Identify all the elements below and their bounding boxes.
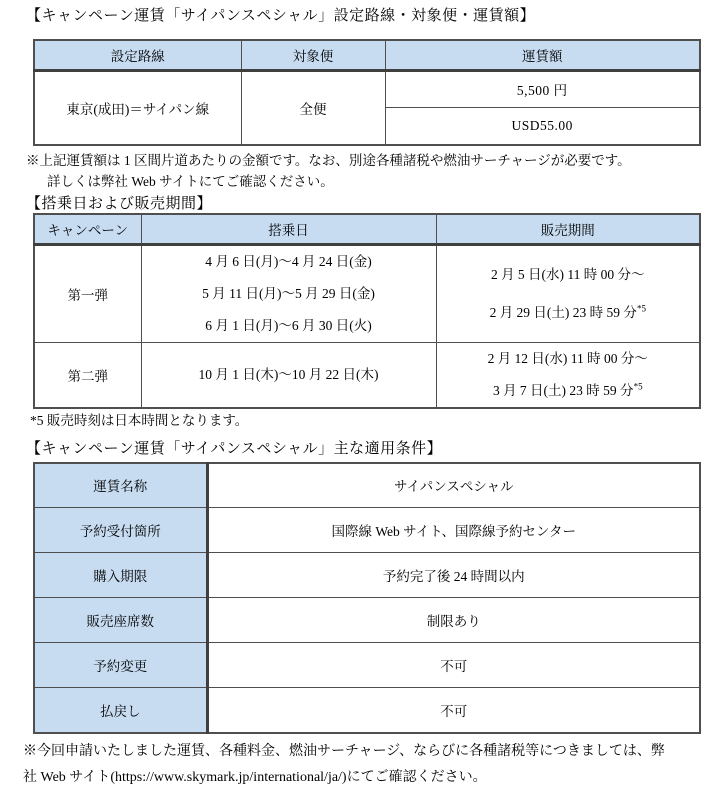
boarding-dates-1-cell bbox=[141, 244, 436, 342]
fare-header-route: 設定路線 bbox=[34, 40, 241, 70]
section3-title: 【キャンペーン運賃「サイパンスペシャル」主な適用条件】 bbox=[26, 440, 443, 457]
footer-note bbox=[23, 739, 706, 791]
boarding-date-line: 5 月 11 日(月)～5 月 29 日(金) bbox=[202, 285, 375, 301]
sale-period-line bbox=[437, 375, 700, 407]
fare-table bbox=[33, 39, 701, 146]
schedule-header-row bbox=[34, 214, 700, 244]
boarding-date-line: 10 月 1 日(木)～10 月 22 日(木) bbox=[198, 366, 379, 382]
fare-header-amount: 運賃額 bbox=[385, 40, 700, 70]
sale-period-text: 2 月 5 日(水) 11 時 00 分～ bbox=[490, 266, 645, 282]
campaign-1-cell: 第一弾 bbox=[34, 244, 141, 342]
boarding-date-line: 6 月 1 日(月)～6 月 30 日(火) bbox=[205, 317, 372, 333]
sale-period-text: 2 月 29 日(土) 23 時 59 分 bbox=[489, 304, 637, 320]
section1-title: 【キャンペーン運賃「サイパンスペシャル」設定路線・対象便・運賃額】 bbox=[26, 8, 536, 24]
campaign-2-cell: 第二弾 bbox=[34, 342, 141, 408]
condition-row-seat-limit bbox=[34, 598, 700, 643]
condition-value: 制限あり bbox=[207, 598, 700, 643]
schedule-header-campaign: キャンペーン bbox=[34, 214, 141, 244]
sale-period-text: 2 月 12 日(水) 11 時 00 分～ bbox=[487, 350, 648, 366]
condition-label: 払戻し bbox=[34, 688, 207, 733]
sale-period-2-cell bbox=[436, 342, 700, 408]
footnote-marker: *5 bbox=[633, 381, 643, 391]
sale-period-text: 3 月 7 日(土) 23 時 59 分 bbox=[492, 382, 634, 398]
schedule-header-sale: 販売期間 bbox=[436, 214, 700, 244]
condition-value: 不可 bbox=[207, 643, 700, 688]
fare-note bbox=[26, 150, 706, 192]
condition-row-booking-change bbox=[34, 643, 700, 688]
condition-label: 購入期限 bbox=[34, 553, 207, 598]
schedule-row-1 bbox=[34, 244, 700, 342]
fare-note-line1: ※上記運賃額は 1 区間片道あたりの金額です。なお、別途各種諸税や燃油サーチャージが必要です。 bbox=[26, 153, 631, 168]
condition-row-booking-channel bbox=[34, 508, 700, 553]
fare-route-cell: 東京(成田)＝サイパン線 bbox=[34, 70, 241, 145]
schedule-table bbox=[33, 213, 701, 409]
condition-value: 国際線 Web サイト、国際線予約センター bbox=[207, 508, 700, 553]
condition-row-purchase-deadline bbox=[34, 553, 700, 598]
conditions-table bbox=[33, 462, 701, 734]
schedule-note: *5 販売時刻は日本時間となります。 bbox=[30, 412, 249, 428]
sale-period-line bbox=[437, 294, 700, 332]
condition-row-refund bbox=[34, 688, 700, 733]
condition-value: サイパンスペシャル bbox=[207, 463, 700, 508]
condition-value: 予約完了後 24 時間以内 bbox=[207, 553, 700, 598]
fare-header-flights: 対象便 bbox=[241, 40, 385, 70]
fare-flights-cell: 全便 bbox=[241, 70, 385, 145]
footer-note-line2: 社 Web サイト(https://www.skymark.jp/international/ja/)にてご確認ください。 bbox=[23, 769, 487, 785]
schedule-row-2 bbox=[34, 342, 700, 408]
footer-note-line1: ※今回申請いたしました運賃、各種料金、燃油サーチャージ、ならびに各種諸税等につきましては、弊 bbox=[23, 743, 665, 759]
sale-period-1-cell bbox=[436, 244, 700, 342]
fare-usd-cell: USD55.00 bbox=[385, 107, 700, 145]
boarding-dates-2-cell bbox=[141, 342, 436, 408]
sale-period-line bbox=[437, 256, 700, 294]
sale-period-line bbox=[437, 343, 700, 375]
condition-row-fare-name bbox=[34, 463, 700, 508]
condition-value: 不可 bbox=[207, 688, 700, 733]
boarding-date-line: 4 月 6 日(月)～4 月 24 日(金) bbox=[205, 253, 372, 269]
condition-label: 販売座席数 bbox=[34, 598, 207, 643]
footnote-marker: *5 bbox=[636, 303, 646, 313]
condition-label: 予約変更 bbox=[34, 643, 207, 688]
condition-label: 運賃名称 bbox=[34, 463, 207, 508]
fare-table-row-jpy bbox=[34, 70, 700, 107]
fare-jpy-cell: 5,500 円 bbox=[385, 70, 700, 107]
fare-note-line2: 詳しくは弊社 Web サイトにてご確認ください。 bbox=[47, 174, 334, 189]
condition-label: 予約受付箇所 bbox=[34, 508, 207, 553]
schedule-header-boarding: 搭乗日 bbox=[141, 214, 436, 244]
fare-table-header-row bbox=[34, 40, 700, 70]
section2-title: 【搭乗日および販売期間】 bbox=[26, 196, 213, 212]
